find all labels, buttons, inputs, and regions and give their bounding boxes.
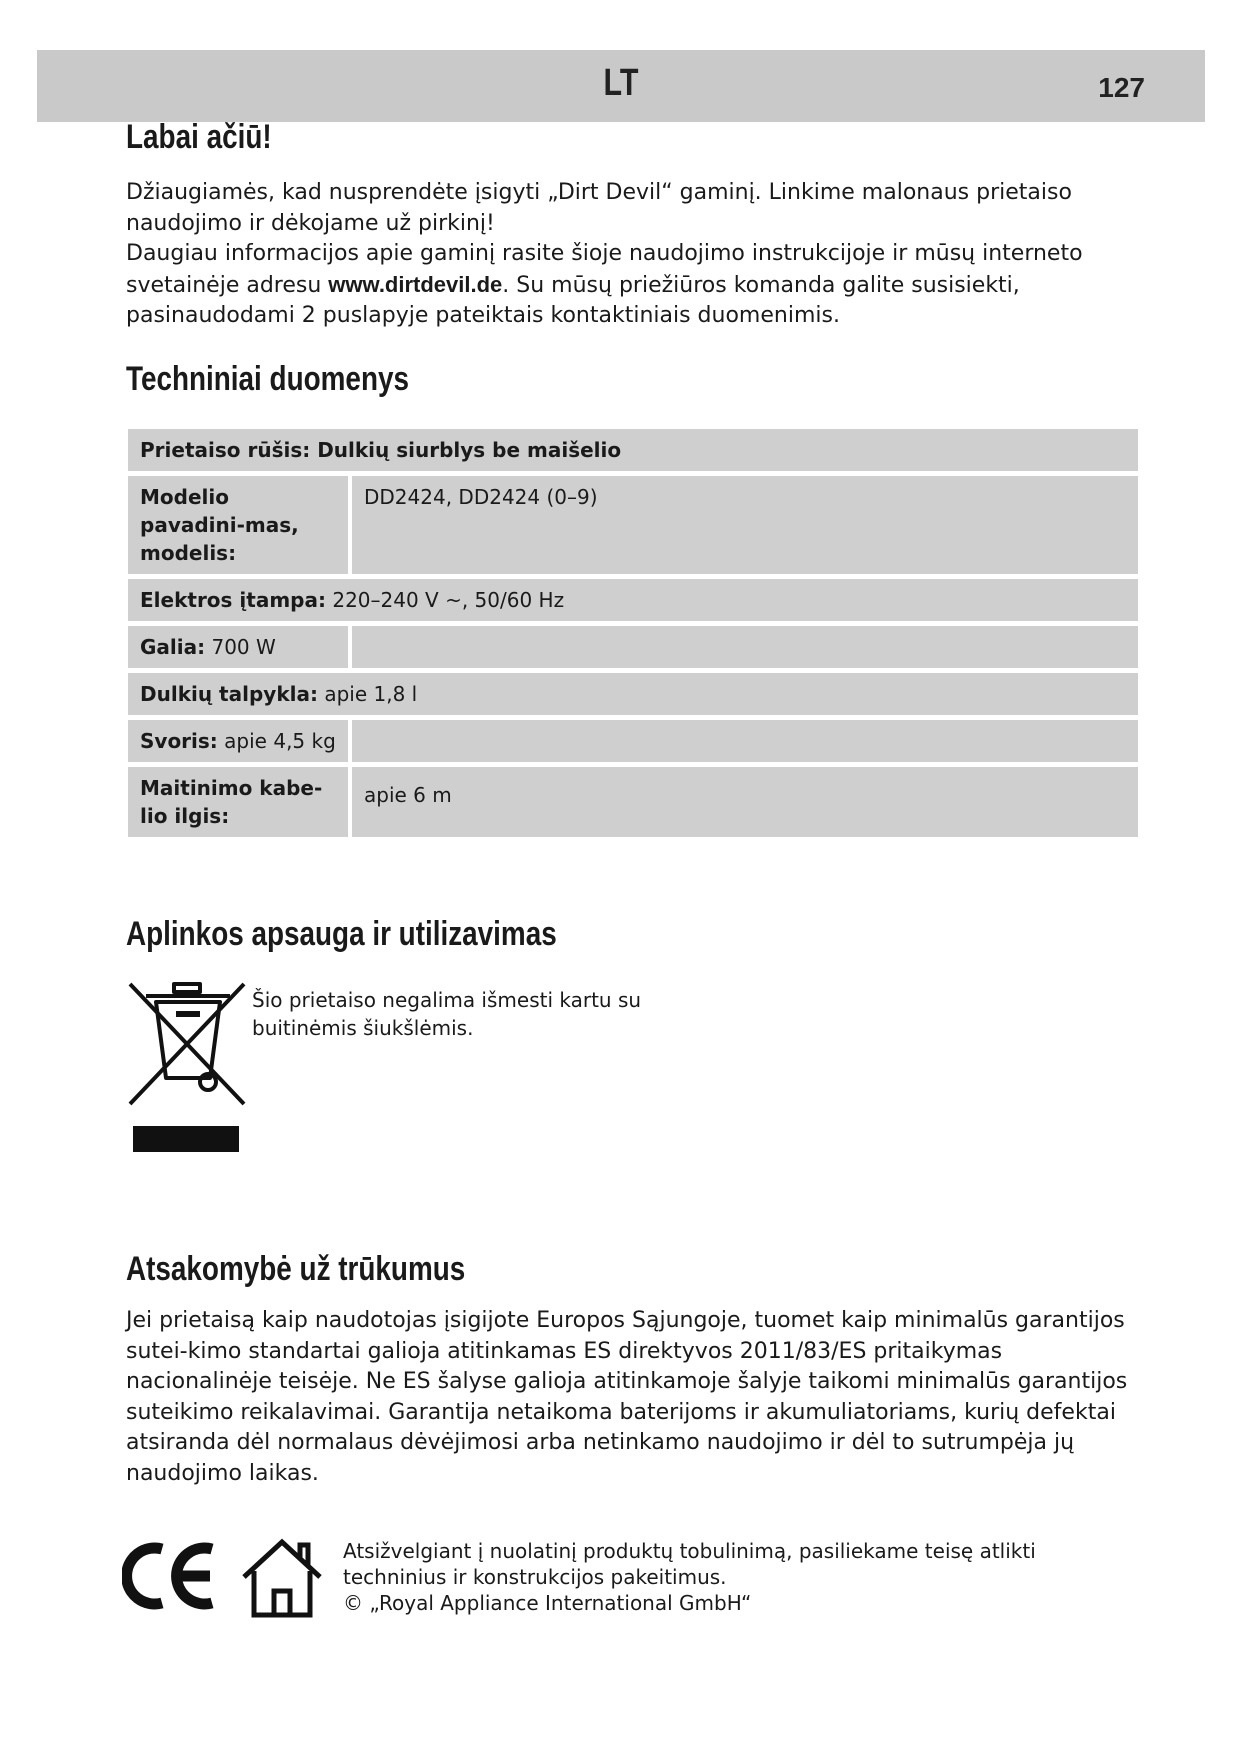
table-row (128, 579, 1138, 621)
svg-text:CE: CE (170, 1580, 172, 1581)
cable-value: apie 6 m (352, 767, 1138, 837)
environment-heading: Aplinkos apsauga ir utilizavimas (126, 915, 557, 953)
power-empty (352, 626, 1138, 668)
table-row (128, 626, 1138, 668)
footer-line-2: © „Royal Appliance International GmbH“ (343, 1591, 752, 1615)
table-row (128, 476, 1138, 574)
language-code: LT (603, 62, 639, 104)
ce-mark-icon (122, 1540, 218, 1612)
footer-line-1: Atsižvelgiant į nuolatinį produktų tobulinimą, pasiliekame teisę atlikti techninius ir konstrukcijos pakeitimus. (343, 1539, 1036, 1589)
tech-heading: Techniniai duomenys (126, 360, 409, 398)
tech-table (128, 424, 1138, 842)
disposal-text: Šio prietaiso negalima išmesti kartu su buitinėmis šiukšlėmis. (252, 988, 642, 1040)
model-value: DD2424, DD2424 (0–9) (352, 476, 1138, 574)
table-row (128, 429, 1138, 471)
table-row (128, 720, 1138, 762)
footer-text (343, 1538, 1133, 1616)
thanks-paragraph-2: Daugiau informacijos apie gaminį rasite šioje naudojimo instrukcijoje ir mūsų interneto svetainėje adresu www.dirtdevil.de. Su mūsų priežiūros komanda galite susisiekti, pasinaudodami 2 puslapyje pateiktais kontaktiniais duomenimis. (126, 241, 1083, 328)
crossed-out-bin-icon (126, 980, 250, 1160)
device-type-cell: Prietaiso rūšis: Dulkių siurblys be maišelio (128, 429, 1138, 471)
website-link[interactable]: www.dirtdevil.de (328, 271, 503, 297)
indoor-use-house-icon (240, 1537, 324, 1619)
voltage-cell: Elektros įtampa: 220–240 V ~, 50/60 Hz (128, 579, 1138, 621)
thanks-heading: Labai ačiū! (126, 118, 272, 156)
table-row (128, 673, 1138, 715)
weight-empty (352, 720, 1138, 762)
warranty-text: Jei prietaisą kaip naudotojas įsigijote Europos Sąjungoje, tuomet kaip minimalūs garantijos sutei-kimo standartai galioja atitinkamas ES direktyvos 2011/83/ES pritaikymas nacionalinėje teisėje. Ne ES šalyse galioja atitinkamoje šalyje taikomi minimalūs garantijos suteikimo reikalavimai. Garantija netaikoma baterijoms ir akumuliatoriams, kurių defektai atsiranda dėl normalaus dėvėjimosi arba netinkamo naudojimo ir dėl to sutrumpėja jų naudojimo laikas. (126, 1308, 1128, 1486)
page-number: 127 (1098, 72, 1145, 103)
weight-cell: Svoris: apie 4,5 kg (128, 720, 352, 762)
cable-label: Maitinimo kabe-lio ilgis: (128, 767, 352, 837)
thanks-paragraph-1: Džiaugiamės, kad nusprendėte įsigyti „Dirt Devil“ gaminį. Linkime malonaus prietaiso naudojimo ir dėkojame už pirkinį! (126, 180, 1072, 236)
warranty-heading: Atsakomybė už trūkumus (126, 1250, 466, 1288)
model-label: Modelio pavadini-mas, modelis: (128, 476, 352, 574)
table-row (128, 767, 1138, 837)
power-cell: Galia: 700 W (128, 626, 352, 668)
dust-cell: Dulkių talpykla: apie 1,8 l (128, 673, 1138, 715)
header-bar (37, 50, 1205, 122)
